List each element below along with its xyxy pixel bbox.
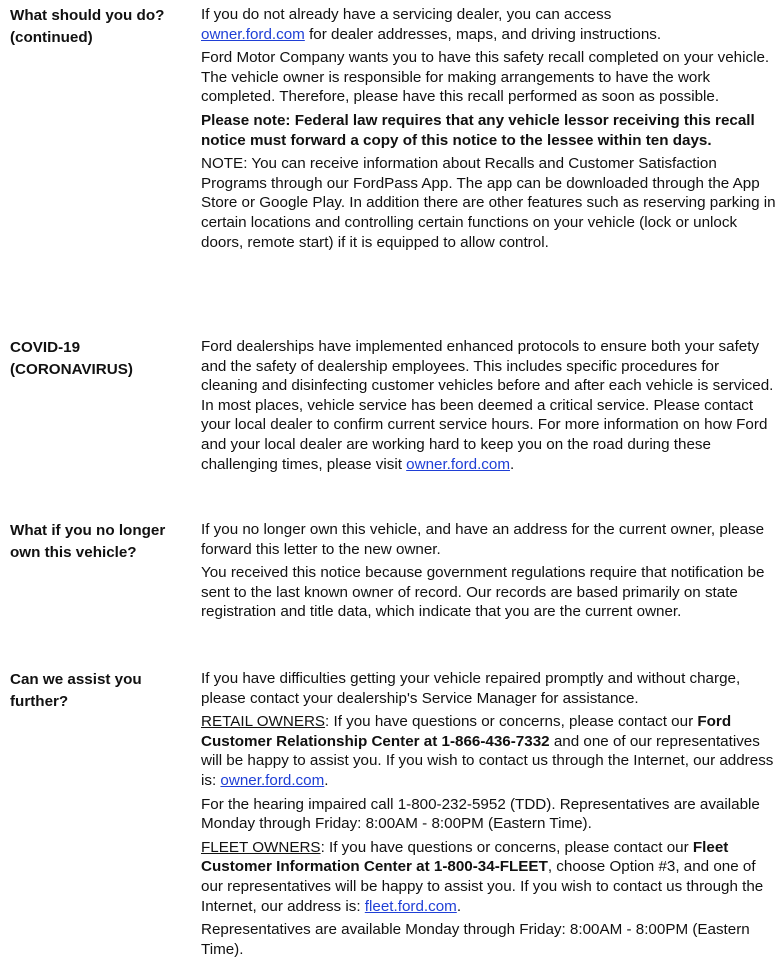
heading-line-1: Can we assist you [10,671,142,688]
section-body [201,5,776,252]
paragraph-representatives-hours: Representatives are available Monday through Friday: 8:00AM - 8:00PM (Eastern Time). [201,921,750,958]
fleet-owners-label: FLEET OWNERS [201,838,321,856]
paragraph-recall-request: Ford Motor Company wants you to have this safety recall completed on your vehicle. The vehicle owner is responsible for making arrangements to have the work completed. Therefore, please have this recall performed as soon as possible. [201,49,770,106]
section-heading [10,337,195,381]
heading-line-2: own this vehicle? [10,544,137,561]
paragraph-lessor-note: Please note: Federal law requires that any vehicle lessor receiving this recall notice must forward a copy of this notice to the lessee within ten days. [201,111,755,149]
owner-ford-link[interactable]: owner.ford.com [220,771,325,789]
section-body [201,337,776,474]
paragraph-dealer-access: If you do not already have a servicing dealer, you can access owner.ford.com for dealer addresses, maps, and driving instructions. [201,6,662,43]
fleet-ford-link[interactable]: fleet.ford.com [364,897,457,915]
heading-line-2: (continued) [10,29,93,46]
section-body [201,520,776,622]
section-heading [10,669,195,713]
heading-line-1: What if you no longer [10,522,166,539]
retail-owners-label: RETAIL OWNERS [201,713,326,731]
paragraph-service-manager: If you have difficulties getting your vehicle repaired promptly and without charge, please contact your dealership's Service Manager for assistance. [201,670,741,707]
fleet-center-phone: Fleet Customer Information Center at 1-800-34-FLEET [201,838,729,876]
section-heading [10,520,195,564]
section-body [201,669,776,959]
section-heading [10,5,195,49]
heading-line-1: What should you do? [10,7,165,24]
paragraph-fleet-owners: FLEET OWNERS: If you have questions or concerns, please contact our Fleet Customer Information Center at 1-800-34-FLEET, choose Option #3, and one of our representatives will be happy to assist you. If you wish to contact us through the Internet, our address is: fleet.ford.com. [201,838,764,915]
heading-line-2: further? [10,693,69,710]
retail-center-phone: Ford Customer Relationship Center at 1-866-436-7332 [201,713,732,750]
paragraph-registration-data: You received this notice because government regulations require that notification be sent to the last known owner of record. Our records are based primarily on state registration and title data, which indicate that you are the current owner. [201,564,765,621]
owner-ford-link[interactable]: owner.ford.com [201,25,305,43]
heading-line-1: COVID-19 [10,339,81,356]
paragraph-retail-owners: RETAIL OWNERS: If you have questions or concerns, please contact our Ford Customer Relationship Center at 1-866-436-7332 and one of our representatives will be happy to assist you. If you wish to contact us through the Internet, our address is: owner.ford.com. [201,713,774,789]
paragraph-forward-letter: If you no longer own this vehicle, and have an address for the current owner, please forward this letter to the new owner. [201,521,765,558]
heading-line-2: (CORONAVIRUS) [10,361,133,378]
paragraph-fordpass-note: NOTE: You can receive information about Recalls and Customer Satisfaction Programs through our FordPass App. The app can be downloaded through the App Store or Google Play. In addition there are other features such as reserving parking in certain locations and controlling certain functions on your vehicle (lock or unlock doors, remote start) if it is equipped to allow control. [201,155,776,251]
paragraph-covid-protocols: Ford dealerships have implemented enhanced protocols to ensure both your safety and the safety of dealership employees. This includes specific procedures for cleaning and disinfecting customer vehicles before and after each vehicle is serviced. In most places, vehicle service has been deemed a critical service. Please contact your local dealer to confirm current service hours. For more information on how Ford and your local dealer are working hard to keep you on the road during these challenging times, please visit owner.ford.com. [201,338,774,473]
paragraph-hearing-impaired: For the hearing impaired call 1-800-232-5952 (TDD). Representatives are available Monday through Friday: 8:00AM - 8:00PM (Eastern Time). [201,795,760,833]
owner-ford-link[interactable]: owner.ford.com [406,455,510,473]
